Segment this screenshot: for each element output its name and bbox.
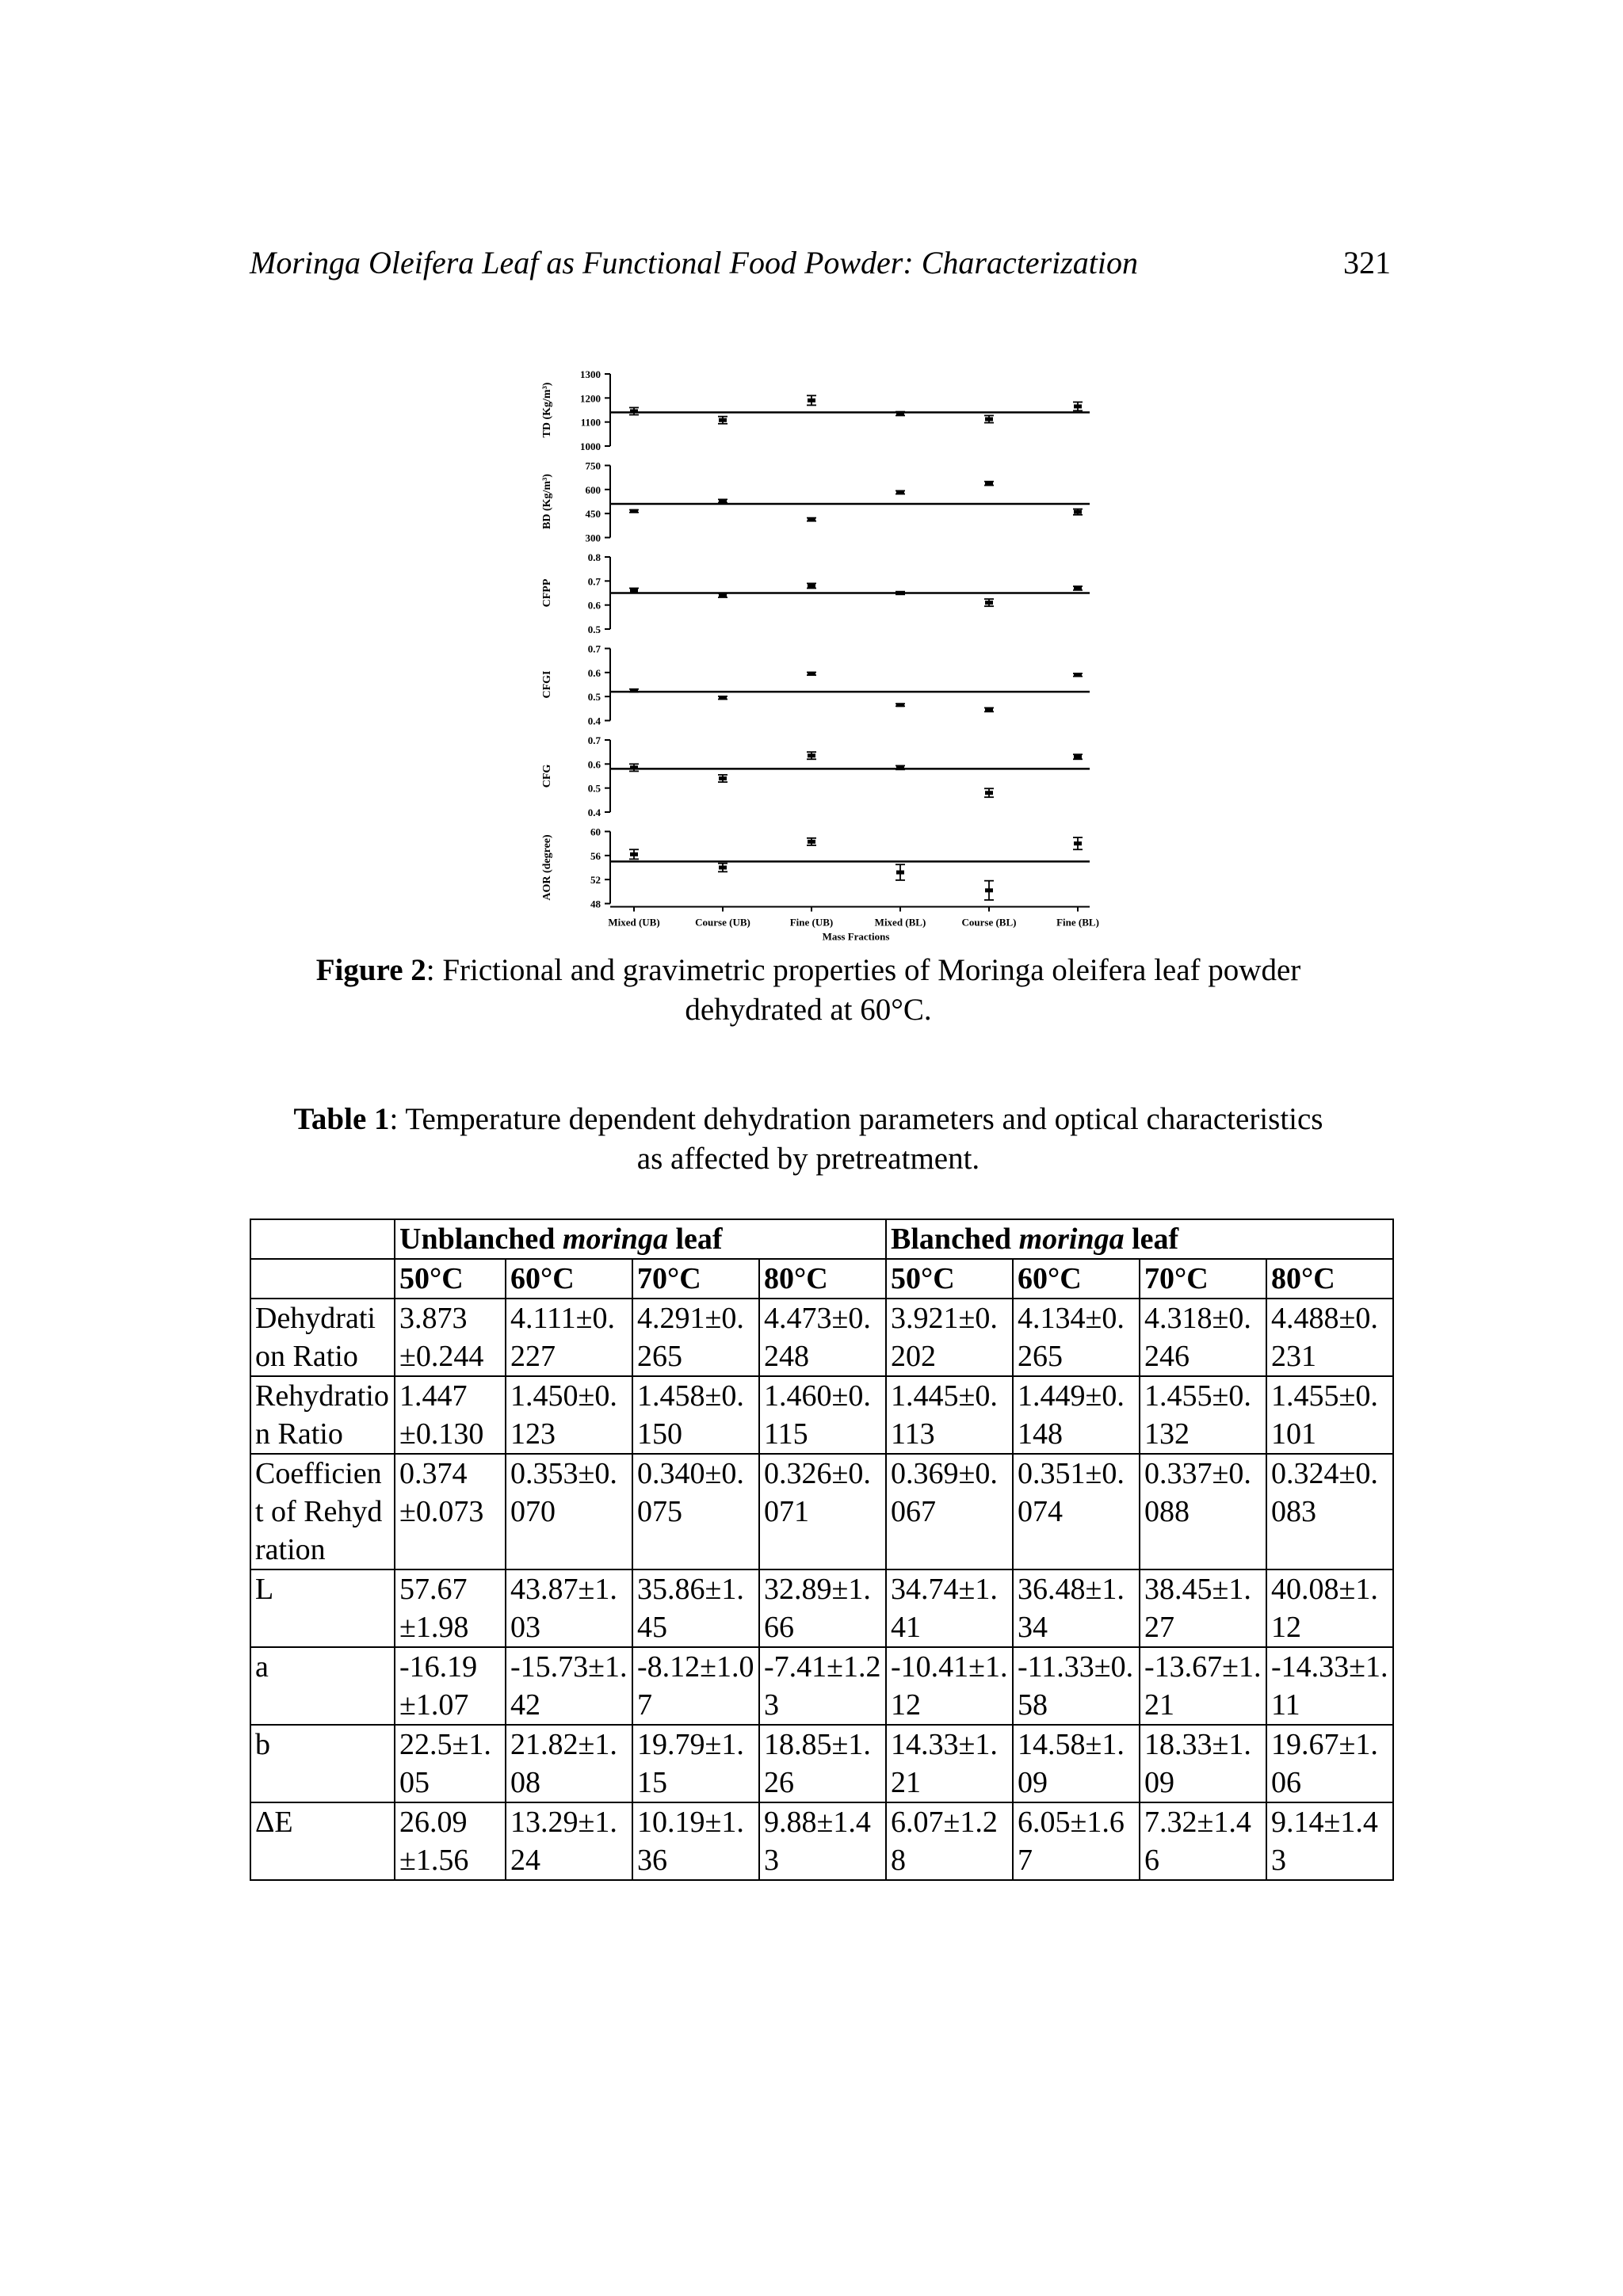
figure-2-chart (523, 357, 1109, 943)
y-tick-label: 60 (590, 826, 601, 838)
data-point (1074, 673, 1082, 677)
data-point (808, 517, 815, 521)
y-tick-label: 48 (590, 898, 601, 910)
y-tick-label: 0.8 (587, 551, 601, 563)
y-tick-label: 0.7 (587, 734, 601, 746)
data-point (985, 791, 993, 795)
data-point (896, 703, 904, 707)
data-point (719, 776, 727, 780)
row-label: L (250, 1569, 395, 1647)
y-tick-label: 450 (585, 508, 601, 521)
row-label: Dehydration Ratio (250, 1299, 395, 1376)
table-label: Table 1 (293, 1102, 390, 1136)
data-point (808, 753, 815, 757)
temp-header: 60°C (506, 1259, 632, 1299)
y-tick-label: 0.4 (587, 715, 601, 727)
table-cell: -8.12±1.07 (632, 1647, 759, 1725)
data-point (985, 888, 993, 892)
table-cell: 57.67±1.98 (395, 1569, 506, 1647)
table-cell: -10.41±1.12 (886, 1647, 1013, 1725)
group-header-row (250, 1219, 1393, 1259)
table-cell: 18.33±1.09 (1140, 1725, 1266, 1802)
y-tick-label: 0.6 (587, 599, 601, 612)
table-cell: -15.73±1.42 (506, 1647, 632, 1725)
table-cell: 0.374±0.073 (395, 1454, 506, 1569)
y-axis-title: CFPP (541, 578, 553, 608)
data-point (896, 871, 904, 875)
table-cell: 10.19±1.36 (632, 1802, 759, 1880)
table-cell: 6.07±1.28 (886, 1802, 1013, 1880)
temp-header: 60°C (1013, 1259, 1140, 1299)
table-cell: 7.32±1.46 (1140, 1802, 1266, 1880)
y-axis-title: TD (Kg/m³) (541, 382, 553, 438)
data-point (719, 418, 727, 422)
corner-cell (250, 1259, 395, 1299)
y-tick-label: 1100 (580, 416, 601, 429)
running-head (250, 244, 1391, 284)
table-cell: 9.88±1.43 (759, 1802, 886, 1880)
data-point (630, 589, 638, 593)
y-tick-label: 0.6 (587, 758, 601, 771)
data-point (1074, 404, 1082, 408)
table-cell: 4.473±0.248 (759, 1299, 886, 1376)
y-tick-label: 0.4 (587, 807, 601, 818)
table-cell: 0.353±0.070 (506, 1454, 632, 1569)
table-cell: 1.450±0.123 (506, 1376, 632, 1454)
table-1 (250, 1219, 1394, 1881)
table-cell: 3.873±0.244 (395, 1299, 506, 1376)
table-cell: 14.33±1.21 (886, 1725, 1013, 1802)
y-tick-label: 0.5 (587, 782, 601, 795)
table-row (250, 1802, 1393, 1880)
row-label: b (250, 1725, 395, 1802)
y-axis-title: CFGI (541, 670, 553, 699)
row-label: a (250, 1647, 395, 1725)
data-point (985, 707, 993, 711)
data-point (1074, 755, 1082, 759)
table-cell: 26.09±1.56 (395, 1802, 506, 1880)
x-tick-label: Mixed (BL) (874, 916, 926, 929)
y-axis-title: AOR (degree) (541, 834, 553, 901)
y-axis-title: BD (Kg/m³) (541, 474, 553, 529)
group-header-unblanched: Unblanched moringa leaf (395, 1219, 886, 1259)
table-cell: 4.111±0.227 (506, 1299, 632, 1376)
x-axis-title: Mass Fractions (822, 930, 890, 943)
y-tick-label: 600 (585, 483, 601, 496)
data-point (630, 852, 638, 856)
table-cell: 35.86±1.45 (632, 1569, 759, 1647)
corner-cell (250, 1219, 395, 1259)
data-point (630, 765, 638, 769)
table-cell: 36.48±1.34 (1013, 1569, 1140, 1647)
table-cell: 19.79±1.15 (632, 1725, 759, 1802)
table-cell: 4.488±0.231 (1266, 1299, 1393, 1376)
y-tick-label: 56 (590, 849, 601, 862)
table-row (250, 1725, 1393, 1802)
x-tick-label: Fine (BL) (1056, 916, 1099, 929)
x-tick-label: Mixed (UB) (608, 916, 660, 929)
table-cell: 6.05±1.67 (1013, 1802, 1140, 1880)
table-row (250, 1376, 1393, 1454)
x-tick-label: Course (UB) (695, 916, 750, 929)
x-tick-label: Fine (UB) (789, 916, 834, 929)
data-point (719, 593, 727, 597)
row-label: Rehydration Ratio (250, 1376, 395, 1454)
data-point (896, 412, 904, 416)
table-cell: 1.458±0.150 (632, 1376, 759, 1454)
table-cell: -11.33±0.58 (1013, 1647, 1140, 1725)
table-cell: 18.85±1.26 (759, 1725, 886, 1802)
row-label: ΔE (250, 1802, 395, 1880)
data-point (719, 499, 727, 503)
table-cell: 4.291±0.265 (632, 1299, 759, 1376)
running-title: Moringa Oleifera Leaf as Functional Food Powder: Characterization (250, 245, 1139, 280)
data-point (985, 601, 993, 605)
table-row (250, 1454, 1393, 1569)
y-tick-label: 0.5 (587, 624, 601, 635)
y-tick-label: 1000 (580, 441, 601, 452)
table-row (250, 1647, 1393, 1725)
y-tick-label: 750 (585, 460, 601, 472)
data-point (719, 866, 727, 870)
table-cell: 43.87±1.03 (506, 1569, 632, 1647)
table-cell: 3.921±0.202 (886, 1299, 1013, 1376)
data-point (719, 696, 727, 700)
table-cell: 0.324±0.083 (1266, 1454, 1393, 1569)
table-cell: 1.449±0.148 (1013, 1376, 1140, 1454)
table-cell: 1.447±0.130 (395, 1376, 506, 1454)
group-header-blanched: Blanched moringa leaf (886, 1219, 1393, 1259)
figure-label: Figure 2 (315, 953, 426, 987)
data-point (1074, 841, 1082, 845)
table-cell: 1.445±0.113 (886, 1376, 1013, 1454)
y-tick-label: 0.5 (587, 691, 601, 704)
data-point (630, 410, 638, 414)
data-point (896, 490, 904, 494)
data-point (808, 672, 815, 676)
data-point (1074, 510, 1082, 514)
table-cell: 14.58±1.09 (1013, 1725, 1140, 1802)
table-cell: 22.5±1.05 (395, 1725, 506, 1802)
table-cell: 21.82±1.08 (506, 1725, 632, 1802)
temp-header: 50°C (886, 1259, 1013, 1299)
table-cell: 19.67±1.06 (1266, 1725, 1393, 1802)
temperature-header-row (250, 1259, 1393, 1299)
table-cell: 40.08±1.12 (1266, 1569, 1393, 1647)
table-cell: 4.318±0.246 (1140, 1299, 1266, 1376)
table-cell: 0.326±0.071 (759, 1454, 886, 1569)
table-cell: 0.351±0.074 (1013, 1454, 1140, 1569)
table-cell: 32.89±1.66 (759, 1569, 886, 1647)
table-row (250, 1299, 1393, 1376)
table-cell: -13.67±1.21 (1140, 1647, 1266, 1725)
table-cell: 9.14±1.43 (1266, 1802, 1393, 1880)
table-cell: -16.19±1.07 (395, 1647, 506, 1725)
data-point (896, 591, 904, 595)
data-point (985, 418, 993, 421)
data-point (985, 482, 993, 486)
y-tick-label: 52 (590, 874, 601, 887)
table-cell: 0.369±0.067 (886, 1454, 1013, 1569)
table-cell: 1.460±0.115 (759, 1376, 886, 1454)
y-tick-label: 300 (585, 532, 601, 544)
figure-caption-text: : Frictional and gravimetric properties of Moringa oleifera leaf powder dehydrated at 60°C. (426, 953, 1301, 1027)
table-cell: 4.134±0.265 (1013, 1299, 1140, 1376)
y-tick-label: 0.7 (587, 575, 601, 588)
table-cell: 1.455±0.132 (1140, 1376, 1266, 1454)
table-caption-text: : Temperature dependent dehydration parameters and optical characteristics as affected by pretreatment. (389, 1102, 1323, 1176)
temp-header: 80°C (1266, 1259, 1393, 1299)
data-point (808, 584, 815, 588)
data-point (808, 399, 815, 402)
table-cell: 1.455±0.101 (1266, 1376, 1393, 1454)
table-caption (285, 1100, 1331, 1179)
table-cell: 34.74±1.41 (886, 1569, 1013, 1647)
y-tick-label: 1300 (580, 368, 601, 380)
table-row (250, 1569, 1393, 1647)
data-point (630, 688, 638, 692)
data-point (1074, 586, 1082, 590)
temp-header: 70°C (1140, 1259, 1266, 1299)
data-point (808, 840, 815, 844)
figure-caption (285, 951, 1331, 1030)
page-number: 321 (1343, 245, 1391, 280)
x-tick-label: Course (BL) (961, 916, 1017, 929)
table-cell: -14.33±1.11 (1266, 1647, 1393, 1725)
table-cell: 13.29±1.24 (506, 1802, 632, 1880)
y-axis-title: CFG (541, 764, 553, 788)
y-tick-label: 0.6 (587, 666, 601, 679)
table-cell: 38.45±1.27 (1140, 1569, 1266, 1647)
y-tick-label: 0.7 (587, 643, 601, 655)
data-point (896, 765, 904, 769)
table-cell: -7.41±1.23 (759, 1647, 886, 1725)
row-label: Coefficient of Rehydration (250, 1454, 395, 1569)
data-point (630, 509, 638, 513)
temp-header: 80°C (759, 1259, 886, 1299)
y-tick-label: 1200 (580, 392, 601, 405)
temp-header: 70°C (632, 1259, 759, 1299)
temp-header: 50°C (395, 1259, 506, 1299)
table-cell: 0.337±0.088 (1140, 1454, 1266, 1569)
table-cell: 0.340±0.075 (632, 1454, 759, 1569)
